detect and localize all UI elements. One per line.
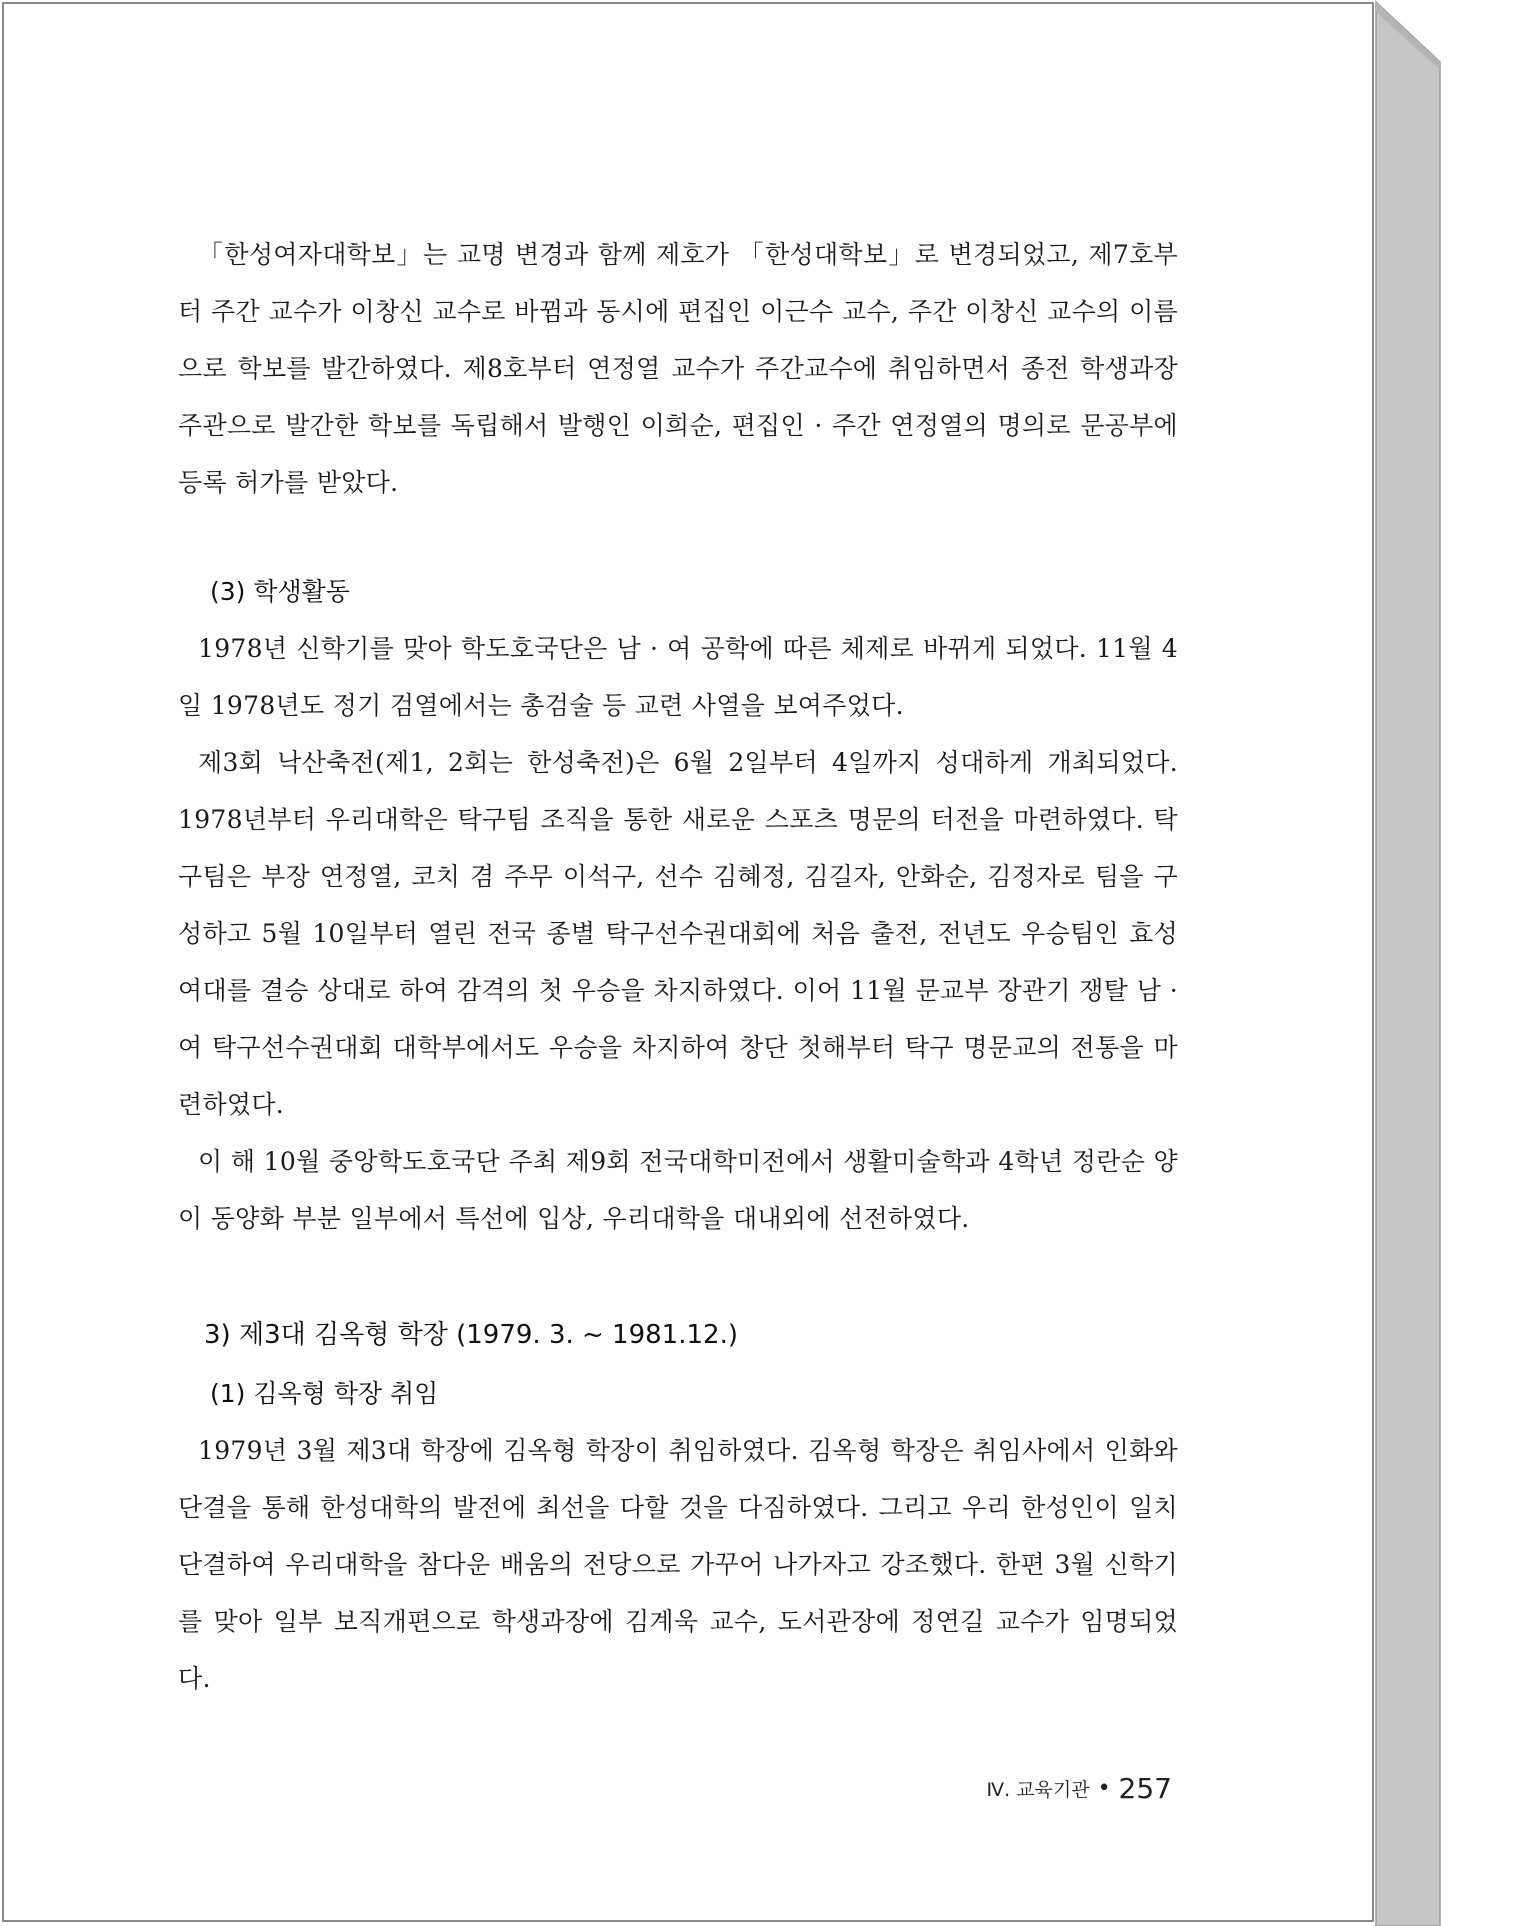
paragraph-art-exhibition: 이 해 10월 중앙학도호국단 주최 제9회 전국대학미전에서 생활미술학과 4학년 정란순 양이 동양화 부분 일부에서 특선에 입상, 우리대학을 대내외에 선전하였다. (178, 1147, 1178, 1233)
page-footer (940, 1772, 1172, 1805)
page-number: 257 (1118, 1772, 1172, 1805)
paragraph-student-corps: 1978년 신학기를 맞아 학도호국단은 남 · 여 공학에 따른 체제로 바뀌게 되었다. 11월 4일 1978년도 정기 검열에서는 총검술 등 교련 사열을 보여주었다. (178, 634, 1178, 720)
heading-third-president: 3) 제3대 김옥형 학장 (1979. 3. ~ 1981.12.) (204, 1320, 738, 1350)
subheading-inauguration: (1) 김옥형 학장 취임 (210, 1379, 439, 1408)
paragraph-school-newspaper: 「한성여자대학보」는 교명 변경과 함께 제호가 「한성대학보」로 변경되었고, 제7호부터 주간 교수가 이창신 교수로 바뀜과 동시에 편집인 이근수 교수, 주간 이창신 교수의 이름으로 학보를 발간하였다. 제8호부터 연정열 교수가 주간교수에 취임하면서 종전 학생과장 주관으로 발간한 학보를 독립해서 발행인 이희순, 편집인 · 주간 연정열의 명의로 문공부에 등록 허가를 받았다. (178, 240, 1178, 497)
paragraph-table-tennis: 제3회 낙산축전(제1, 2회는 한성축전)은 6월 2일부터 4일까지 성대하게 개최되었다. 1978년부터 우리대학은 탁구팀 조직을 통한 새로운 스포츠 명문의 터전을 마련하였다. 탁구팀은 부장 연정열, 코치 겸 주무 이석구, 선수 김혜정, 김길자, 안화순, 김정자로 팀을 구성하고 5월 10일부터 열린 전국 종별 탁구선수권대회에 처음 출전, 전년도 우승팀인 효성여대를 결승 상대로 하여 감격의 첫 우승을 차지하였다. 이어 11월 문교부 장관기 쟁탈 남 · 여 탁구선수권대회 대학부에서도 우승을 차지하여 창단 첫해부터 탁구 명문교의 전통을 마련하였다. (178, 748, 1178, 1119)
page-body (178, 226, 1178, 1707)
paragraph-inauguration: 1979년 3월 제3대 학장에 김옥형 학장이 취임하였다. 김옥형 학장은 취임사에서 인화와 단결을 통해 한성대학의 발전에 최선을 다할 것을 다짐하였다. 그리고 우리 한성인이 일치단결하여 우리대학을 참다운 배움의 전당으로 가꾸어 나가자고 강조했다. 한편 3월 신학기를 맞아 일부 보직개편으로 학생과장에 김계욱 교수, 도서관장에 정연길 교수가 임명되었다. (178, 1436, 1178, 1693)
footer-section-label: Ⅳ. 교육기관 (986, 1779, 1090, 1801)
footer-bullet: • (1097, 1776, 1111, 1801)
heading-student-activities: (3) 학생활동 (210, 577, 350, 606)
